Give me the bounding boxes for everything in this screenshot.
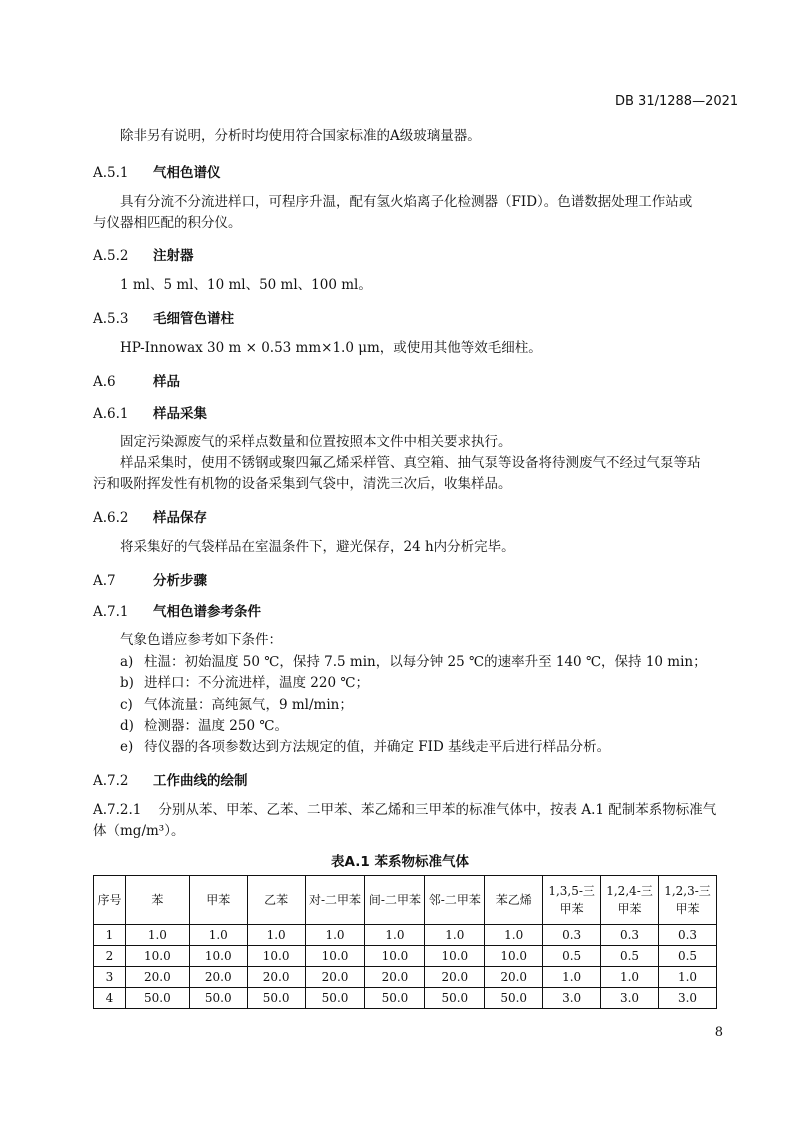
table-cell: 20.0 xyxy=(125,967,189,988)
page-number: 8 xyxy=(714,1025,723,1040)
table-cell: 0.3 xyxy=(601,925,659,946)
section-a6-heading xyxy=(93,370,180,390)
table-cell: 10.0 xyxy=(485,946,543,967)
table-cell: 0.5 xyxy=(659,946,717,967)
section-title: 气相色谱参考条件 xyxy=(153,604,261,620)
table-row xyxy=(94,967,717,988)
column-header: 1,2,3-三甲苯 xyxy=(659,876,717,925)
column-header: 苯乙烯 xyxy=(485,876,543,925)
section-title: 气相色谱仪 xyxy=(153,165,221,181)
section-number: A.7 xyxy=(93,573,116,589)
list-text: 进样口：不分流进样，温度 220 ℃； xyxy=(144,675,369,691)
standard-number: DB 31/1288—2021 xyxy=(615,94,739,109)
table-cell: 20.0 xyxy=(247,967,305,988)
table-cell: 1.0 xyxy=(601,967,659,988)
table-cell: 20.0 xyxy=(305,967,365,988)
list-text: 待仪器的各项参数达到方法规定的值，并确定 FID 基线走平后进行样品分析。 xyxy=(144,739,611,755)
table-cell: 20.0 xyxy=(189,967,247,988)
table-cell: 3.0 xyxy=(601,988,659,1009)
table-cell: 0.5 xyxy=(601,946,659,967)
a61-paragraph-line1: 固定污染源废气的采样点数量和位置按照本文件中相关要求执行。 xyxy=(120,434,512,450)
section-a71-heading xyxy=(93,600,261,620)
list-marker: c) xyxy=(120,697,133,713)
list-item xyxy=(120,652,707,672)
section-a52-heading xyxy=(93,244,194,264)
table-header-row xyxy=(94,876,717,925)
table-cell: 10.0 xyxy=(425,946,485,967)
list-marker: b) xyxy=(120,675,134,691)
section-a61-heading xyxy=(93,402,207,422)
a53-paragraph: HP-Innowax 30 m × 0.53 mm×1.0 μm，或使用其他等效毛细柱。 xyxy=(120,340,542,356)
table-cell: 0.5 xyxy=(543,946,601,967)
table-caption: 表A.1 苯系物标准气体 xyxy=(331,854,469,870)
section-a7-heading xyxy=(93,569,207,589)
intro-paragraph: 除非另有说明，分析时均使用符合国家标准的A级玻璃量器。 xyxy=(120,128,481,144)
table-cell: 10.0 xyxy=(125,946,189,967)
section-title: 注射器 xyxy=(153,248,194,264)
table-cell: 20.0 xyxy=(365,967,425,988)
table-cell: 2 xyxy=(94,946,126,967)
column-header: 甲苯 xyxy=(189,876,247,925)
table-cell: 3 xyxy=(94,967,126,988)
column-header: 乙苯 xyxy=(247,876,305,925)
table-cell: 1.0 xyxy=(305,925,365,946)
a51-paragraph-line2: 与仪器相匹配的积分仪。 xyxy=(93,215,242,231)
section-number: A.5.3 xyxy=(93,311,129,327)
column-header: 序号 xyxy=(94,876,126,925)
table-cell: 50.0 xyxy=(365,988,425,1009)
column-header: 对-二甲苯 xyxy=(305,876,365,925)
a721-paragraph-line2: 体（mg/m³）。 xyxy=(93,823,185,839)
table-row xyxy=(94,925,717,946)
table-cell: 0.3 xyxy=(659,925,717,946)
section-title: 分析步骤 xyxy=(153,573,207,589)
table-cell: 50.0 xyxy=(125,988,189,1009)
section-title: 样品保存 xyxy=(153,510,207,526)
table-cell: 1.0 xyxy=(659,967,717,988)
section-number: A.6.2 xyxy=(93,510,129,526)
table-row xyxy=(94,946,717,967)
a62-paragraph: 将采集好的气袋样品在室温条件下，避光保存，24 h内分析完毕。 xyxy=(120,539,515,555)
section-title: 毛细管色谱柱 xyxy=(153,311,234,327)
table-cell: 20.0 xyxy=(485,967,543,988)
column-header: 间-二甲苯 xyxy=(365,876,425,925)
table-cell: 3.0 xyxy=(543,988,601,1009)
section-a72-heading xyxy=(93,769,248,789)
section-number: A.7.1 xyxy=(93,604,129,620)
table-cell: 1.0 xyxy=(485,925,543,946)
list-marker: a) xyxy=(120,654,134,670)
a51-paragraph-line1: 具有分流不分流进样口，可程序升温，配有氢火焰离子化检测器（FID）。色谱数据处理工作站或 xyxy=(120,194,693,210)
table-cell: 10.0 xyxy=(247,946,305,967)
section-number: A.6.1 xyxy=(93,406,129,422)
column-header: 1,2,4-三甲苯 xyxy=(601,876,659,925)
table-cell: 10.0 xyxy=(365,946,425,967)
list-item xyxy=(120,737,610,757)
table-cell: 20.0 xyxy=(425,967,485,988)
list-text: 检测器：温度 250 ℃。 xyxy=(144,718,288,734)
a71-intro: 气象色谱应参考如下条件： xyxy=(120,632,282,648)
table-cell: 10.0 xyxy=(305,946,365,967)
table-cell: 10.0 xyxy=(189,946,247,967)
table-cell: 1.0 xyxy=(425,925,485,946)
a61-paragraph-line2: 样品采集时，使用不锈钢或聚四氟乙烯采样管、真空箱、抽气泵等设备将待测废气不经过气泵等玷 xyxy=(120,455,701,471)
table-cell: 50.0 xyxy=(189,988,247,1009)
list-item xyxy=(120,673,369,693)
column-header: 1,3,5-三甲苯 xyxy=(543,876,601,925)
list-text: 气体流量：高纯氮气，9 ml/min； xyxy=(144,697,353,713)
table-cell: 1.0 xyxy=(189,925,247,946)
list-text: 柱温：初始温度 50 ℃，保持 7.5 min，以每分钟 25 ℃的速率升至 140 ℃，保持 10 min； xyxy=(144,654,707,670)
standard-gas-table xyxy=(93,875,717,1009)
section-a53-heading xyxy=(93,307,234,327)
a721-paragraph-line1: A.7.2.1 分别从苯、甲苯、乙苯、二甲苯、苯乙烯和三甲苯的标准气体中，按表 A.1 配制苯系物标准气 xyxy=(93,802,717,818)
section-title: 样品采集 xyxy=(153,406,207,422)
section-a62-heading xyxy=(93,506,207,526)
section-title: 工作曲线的绘制 xyxy=(153,773,248,789)
table-cell: 1.0 xyxy=(365,925,425,946)
section-number: A.5.2 xyxy=(93,248,129,264)
table-row xyxy=(94,988,717,1009)
list-marker: e) xyxy=(120,739,134,755)
list-marker: d) xyxy=(120,718,134,734)
table-cell: 1.0 xyxy=(125,925,189,946)
table-cell: 1 xyxy=(94,925,126,946)
column-header: 苯 xyxy=(125,876,189,925)
section-number: A.5.1 xyxy=(93,165,129,181)
table-cell: 1.0 xyxy=(247,925,305,946)
table-cell: 50.0 xyxy=(425,988,485,1009)
section-title: 样品 xyxy=(153,374,180,390)
table-cell: 50.0 xyxy=(247,988,305,1009)
section-a51-heading xyxy=(93,161,221,181)
a61-paragraph-line3: 污和吸附挥发性有机物的设备采集到气袋中，清洗三次后，收集样品。 xyxy=(93,476,512,492)
table-cell: 50.0 xyxy=(305,988,365,1009)
list-item xyxy=(120,716,288,736)
a52-paragraph: 1 ml、5 ml、10 ml、50 ml、100 ml。 xyxy=(120,277,372,293)
table-cell: 0.3 xyxy=(543,925,601,946)
table-cell: 50.0 xyxy=(485,988,543,1009)
table-cell: 1.0 xyxy=(543,967,601,988)
table-cell: 3.0 xyxy=(659,988,717,1009)
list-item xyxy=(120,695,353,715)
column-header: 邻-二甲苯 xyxy=(425,876,485,925)
section-number: A.7.2 xyxy=(93,773,129,789)
table-cell: 4 xyxy=(94,988,126,1009)
section-number: A.6 xyxy=(93,374,116,390)
